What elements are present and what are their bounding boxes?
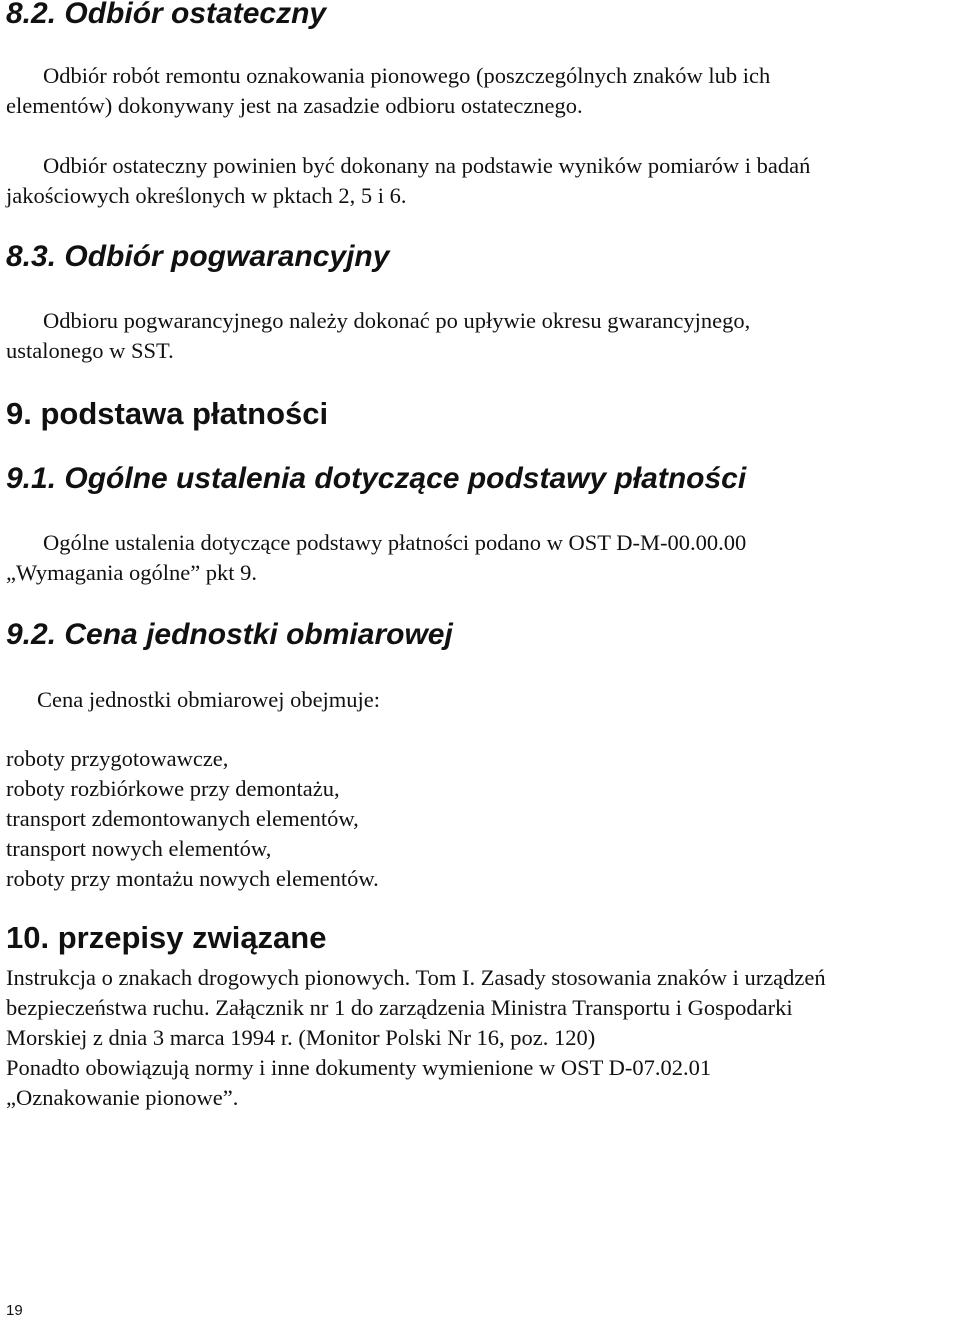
paragraph-8-2-b [6, 151, 810, 211]
paragraph-8-2-a [6, 61, 770, 121]
list-item: roboty rozbiórkowe przy demontażu, [6, 776, 340, 801]
heading-10: 10. przepisy związane [6, 920, 327, 955]
text-line: jakościowych określonych w pktach 2, 5 i 6. [6, 183, 407, 208]
page-number: 19 [6, 1302, 23, 1319]
heading-9-2: 9.2. Cena jednostki obmiarowej [6, 618, 453, 651]
paragraph-9-2-intro: Cena jednostki obmiarowej obejmuje: [37, 687, 381, 712]
heading-9: 9. podstawa płatności [6, 396, 329, 431]
heading-8-3: 8.3. Odbiór pogwarancyjny [6, 240, 390, 273]
text-line: ustalonego w SST. [6, 338, 174, 363]
text-line: Ponadto obowiązują normy i inne dokumenty wymienione w OST D-07.02.01 [6, 1055, 712, 1080]
paragraph-8-3 [6, 306, 750, 366]
text-line: Odbiór robót remontu oznakowania pionowego (poszczególnych znaków lub ich [43, 63, 771, 88]
paragraph-10 [6, 963, 826, 1113]
text-line: Ogólne ustalenia dotyczące podstawy płatności podano w OST D-M-00.00.00 [43, 530, 747, 555]
list-item: transport nowych elementów, [6, 836, 272, 861]
text-line: „Oznakowanie pionowe”. [6, 1085, 239, 1110]
heading-8-2: 8.2. Odbiór ostateczny [6, 0, 327, 30]
paragraph-9-1 [6, 528, 746, 588]
text-line: Odbioru pogwarancyjnego należy dokonać po upływie okresu gwarancyjnego, [43, 308, 751, 333]
text-line: „Wymagania ogólne” pkt 9. [6, 560, 258, 585]
text-line: bezpieczeństwa ruchu. Załącznik nr 1 do zarządzenia Ministra Transportu i Gospodarki [6, 995, 793, 1020]
cost-items-list [6, 744, 379, 894]
list-item: roboty przygotowawcze, [6, 746, 229, 771]
text-line: Odbiór ostateczny powinien być dokonany na podstawie wyników pomiarów i badań [43, 153, 811, 178]
heading-9-1: 9.1. Ogólne ustalenia dotyczące podstawy płatności [6, 462, 747, 495]
list-item: transport zdemontowanych elementów, [6, 806, 359, 831]
list-item: roboty przy montażu nowych elementów. [6, 866, 379, 891]
text-line: Instrukcja o znakach drogowych pionowych. Tom I. Zasady stosowania znaków i urządzeń [6, 965, 826, 990]
text-line: Morskiej z dnia 3 marca 1994 r. (Monitor Polski Nr 16, poz. 120) [6, 1025, 596, 1050]
text-line: elementów) dokonywany jest na zasadzie odbioru ostatecznego. [6, 93, 583, 118]
